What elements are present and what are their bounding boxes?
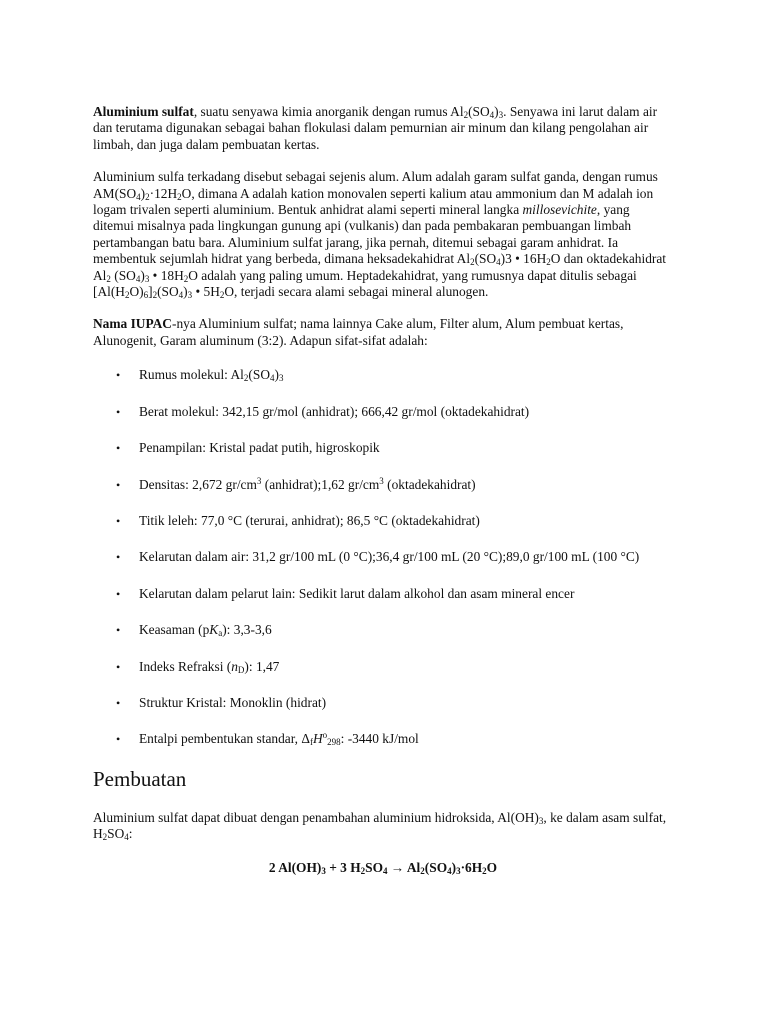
reaction-equation: [93, 860, 673, 876]
text: (SO: [474, 251, 497, 267]
subscript: 2: [145, 191, 150, 202]
subscript: D: [237, 664, 245, 675]
subscript: 4: [135, 273, 141, 284]
iupac-paragraph: [93, 316, 673, 349]
mineral-name: millosevichite: [522, 202, 597, 218]
subscript: 2: [102, 832, 108, 843]
list-item-enthalpy: [116, 730, 673, 748]
text: , ke dalam asam sulfat, H: [93, 809, 667, 842]
subscript: 3: [278, 373, 284, 384]
symbol: K: [209, 622, 219, 638]
text: O): [129, 284, 144, 300]
subscript: 4: [269, 373, 275, 384]
subscript: 3: [498, 110, 504, 120]
pembuatan-paragraph: [93, 810, 673, 843]
bullet-icon: •: [116, 695, 121, 710]
document-body: [93, 104, 673, 876]
subscript: 2: [470, 257, 475, 268]
text: Penampilan: Kristal padat putih, higroskopik: [139, 440, 380, 456]
intro-paragraph: [93, 104, 673, 153]
subscript: 2: [243, 373, 249, 384]
intro-term: Aluminium sulfat: [93, 104, 194, 119]
intro-text: (SO: [468, 104, 490, 119]
bullet-icon: •: [116, 368, 121, 383]
bullet-icon: •: [116, 586, 121, 601]
text: ·12H: [149, 185, 178, 201]
text: -nya Aluminium sulfat; nama lainnya Cake alum, Filter alum, Alum pembuat kertas, Alunogenit, Garam aluminum (3:2). Adapun sifat-sifat adalah:: [93, 316, 624, 348]
text: Keasaman (p: [139, 622, 210, 638]
text: ): 3,3-3,6: [222, 622, 272, 638]
text: • 5H: [192, 284, 220, 300]
list-item-formula: [116, 367, 673, 384]
text: ·6H: [460, 859, 483, 875]
bullet-icon: •: [116, 441, 121, 456]
text: Titik leleh: 77,0 °C (terurai, anhidrat); 86,5 °C (oktadekahidrat): [139, 512, 480, 528]
text: (SO: [424, 859, 448, 875]
superscript: o: [322, 730, 328, 741]
list-item-acidity: [116, 622, 673, 639]
subscript: 298: [327, 737, 341, 748]
text: (SO: [110, 267, 136, 283]
text: (oktadekahidrat): [383, 476, 476, 492]
subscript: 4: [447, 865, 452, 876]
text: O, terjadi secara alami sebagai mineral alunogen.: [224, 284, 489, 300]
superscript: 3: [379, 475, 384, 486]
text: ): 1,47: [244, 658, 280, 674]
subscript: 2: [420, 865, 425, 876]
text: O dan oktadekahidrat Al: [93, 251, 667, 283]
subscript: 2: [183, 273, 189, 284]
text: (anhidrat);1,62 gr/cm: [261, 476, 380, 492]
subscript: a: [218, 628, 223, 639]
subscript: 2: [219, 290, 225, 301]
superscript: 3: [256, 475, 262, 486]
subscript: 4: [383, 865, 388, 876]
text: ): [140, 185, 146, 201]
text: Struktur Kristal: Monoklin (hidrat): [139, 694, 327, 710]
subscript: 2: [152, 290, 158, 301]
subscript: 2: [106, 273, 111, 284]
bullet-icon: •: [116, 732, 121, 747]
text: → Al: [387, 859, 421, 875]
subscript: 2: [124, 290, 130, 301]
text: : -3440 kJ/mol: [340, 731, 419, 747]
subscript: 4: [124, 832, 129, 843]
bullet-icon: •: [116, 477, 121, 492]
list-item-solubility-other: [116, 585, 673, 602]
alum-paragraph: [93, 169, 673, 300]
subscript: 3: [538, 815, 544, 826]
subscript: 4: [489, 110, 495, 120]
bullet-icon: •: [116, 659, 121, 674]
text: Berat molekul: 342,15 gr/mol (anhidrat); 666,42 gr/mol (oktadekahidrat): [139, 403, 530, 419]
text: 2 Al(OH): [268, 859, 322, 875]
text: O adalah yang paling umum. Heptadekahidrat, yang rumusnya dapat ditulis sebagai [Al(H: [93, 267, 637, 300]
text: ): [451, 859, 457, 875]
text: Kelarutan dalam air: 31,2 gr/100 mL (0 °C);36,4 gr/100 mL (20 °C);89,0 gr/100 mL (100 °C): [139, 549, 640, 565]
subscript: 2: [177, 191, 182, 202]
text: Kelarutan dalam pelarut lain: Sedikit larut dalam alkohol dan asam mineral encer: [139, 585, 575, 601]
text: ]: [148, 284, 153, 300]
text: )3 • 16H: [500, 251, 547, 267]
text: Aluminium sulfa terkadang disebut sebagai sejenis alum. Alum adalah garam sulfat ganda, dengan rumus AM(SO: [93, 169, 658, 201]
list-item-density: [116, 475, 673, 493]
text: (SO: [157, 284, 179, 300]
bullet-icon: •: [116, 623, 121, 638]
symbol: H: [312, 731, 323, 747]
text: + 3 H: [325, 859, 361, 875]
subscript: 3: [187, 290, 193, 301]
subscript: 4: [178, 290, 184, 301]
text: O: [486, 859, 498, 875]
subscript: 3: [321, 865, 326, 876]
subscript: 3: [144, 273, 150, 284]
subscript: 2: [546, 257, 551, 268]
bullet-icon: •: [116, 404, 121, 419]
text: ): [183, 284, 188, 300]
text: :: [128, 826, 133, 842]
text: Indeks Refraksi (: [139, 658, 232, 674]
intro-text: ): [494, 104, 499, 119]
text: Entalpi pembentukan standar,: [139, 731, 302, 747]
list-item-weight: [116, 403, 673, 420]
text: Densitas: 2,672 gr/cm: [139, 476, 257, 492]
list-item-solubility-water: [116, 549, 673, 565]
bullet-icon: •: [116, 550, 121, 565]
list-item-melting: [116, 512, 673, 529]
intro-text: . Senyawa ini larut dalam air dan terutama digunakan sebagai bahan flokulasi dalam pemurnian air minum dan kilang pengolahan air limbah, dan juga dalam pembuatan kertas.: [93, 104, 658, 152]
text: ): [140, 267, 145, 283]
text: • 18H: [149, 267, 184, 283]
text: SO: [107, 826, 125, 842]
text: Rumus molekul: Al: [139, 367, 244, 383]
symbol: Δ: [301, 731, 310, 747]
properties-list: [93, 367, 673, 747]
list-item-refraction: [116, 658, 673, 675]
section-heading: Pembuatan: [93, 766, 187, 791]
text: ): [274, 367, 279, 383]
subscript: 4: [496, 257, 501, 268]
subscript: 2: [482, 865, 487, 876]
text: O, dimana A adalah kation monovalen seperti kalium atau ammonium dan M adalah ion logam trivalen seperti aluminium. Bentuk anhidrat alami seperti mineral langka: [93, 185, 654, 218]
subscript: 4: [136, 191, 141, 202]
subscript: f: [309, 737, 313, 748]
list-item-appearance: [116, 440, 673, 456]
text: , yang ditemui misalnya pada lingkungan gunung api (vulkanis) dan pada pembakaran pembuangan limbah pertambangan batu bara. Aluminium sulfat jarang, jika pernah, ditemui sebagai garam anhidrat. Ia membentuk sejumlah hidrat yang berbeda, dimana heksadekahidrat Al: [93, 202, 632, 267]
iupac-label: Nama IUPAC: [93, 316, 172, 332]
subscript: 3: [456, 865, 461, 876]
list-item-crystal: [116, 694, 673, 711]
subscript: 2: [360, 865, 366, 876]
bullet-icon: •: [116, 513, 121, 528]
subscript: 6: [143, 290, 149, 301]
text: Aluminium sulfat dapat dibuat dengan penambahan aluminium hidroksida, Al(OH): [93, 809, 539, 825]
intro-text: , suatu senyawa kimia anorganik dengan rumus Al: [193, 104, 464, 119]
subscript: 2: [463, 110, 469, 120]
text: SO: [365, 859, 384, 875]
symbol: n: [231, 658, 238, 674]
text: (SO: [248, 367, 270, 383]
